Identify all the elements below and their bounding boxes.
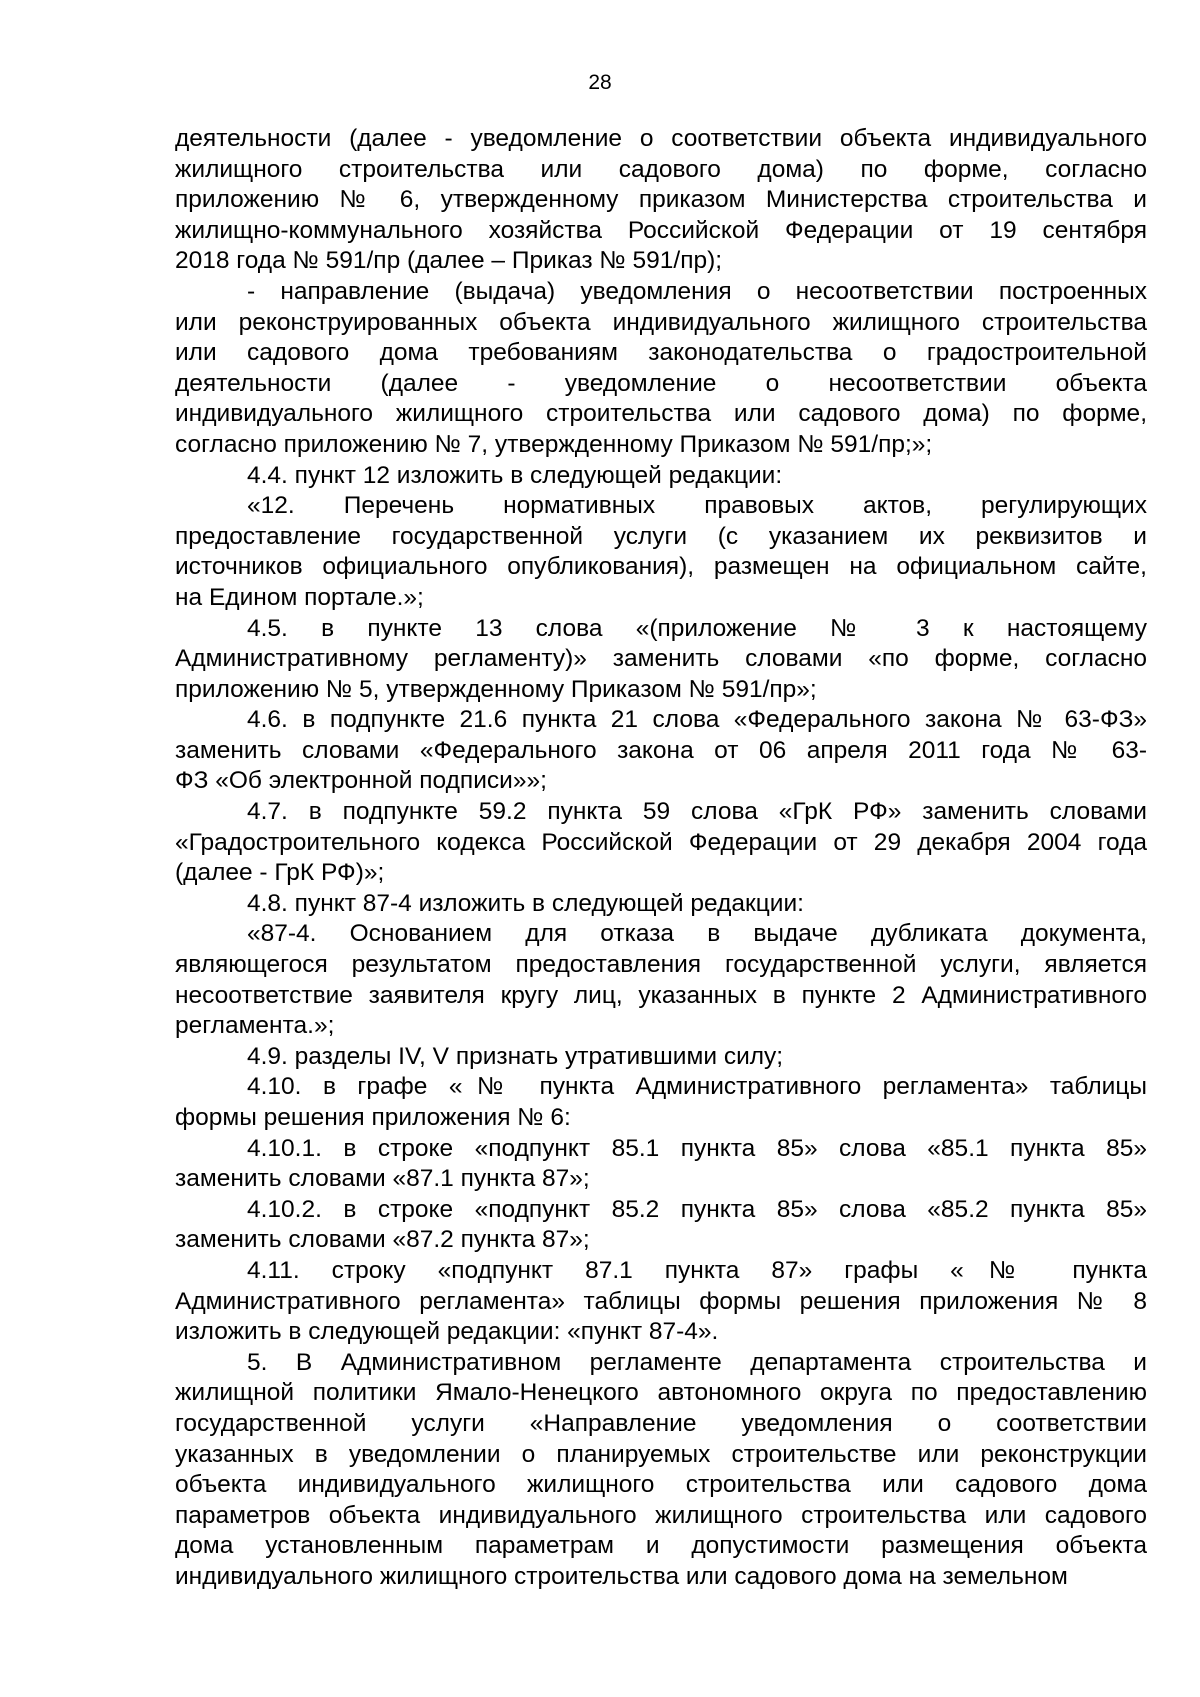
text-line: являющегося результатом предоставления государственной услуги, является	[175, 951, 1147, 979]
text-line: объекта индивидуального жилищного строительства или садового дома	[175, 1471, 1147, 1499]
text-line: заменить словами «87.2 пункта 87»;	[175, 1226, 590, 1254]
text-line: согласно приложению № 7, утвержденному Приказом № 591/пр;»;	[175, 430, 933, 458]
text-line: деятельности (далее - уведомление о соответствии объекта индивидуального	[175, 125, 1147, 152]
text-line: 4.11. строку «подпункт 87.1 пункта 87» графы «№ пункта	[247, 1256, 1147, 1284]
text-line: 2018 года № 591/пр (далее – Приказ № 591/пр);	[175, 247, 723, 275]
text-line: 4.9. разделы IV, V признать утратившими силу;	[247, 1042, 784, 1070]
text-line: (далее - ГрК РФ)»;	[175, 859, 385, 887]
text-line: заменить словами «87.1 пункта 87»;	[175, 1165, 590, 1193]
text-line: 4.10.2. в строке «подпункт 85.2 пункта 85» слова «85.2 пункта 85»	[247, 1195, 1147, 1223]
text-line: на Едином портале.»;	[175, 583, 424, 611]
text-line: 4.10.1. в строке «подпункт 85.1 пункта 85» слова «85.1 пункта 85»	[247, 1134, 1147, 1162]
text-line: предоставление государственной услуги (с указанием их реквизитов и	[175, 522, 1147, 550]
text-line: жилищно-коммунального хозяйства Российской Федерации от 19 сентября	[175, 216, 1147, 244]
text-line: приложению № 6, утвержденному приказом Министерства строительства и	[175, 186, 1147, 214]
text-line: «87-4. Основанием для отказа в выдаче дубликата документа,	[247, 920, 1147, 948]
text-line: «12. Перечень нормативных правовых актов, регулирующих	[247, 492, 1147, 520]
text-line: 4.7. в подпункте 59.2 пункта 59 слова «ГрК РФ» заменить словами	[247, 798, 1147, 826]
text-line: государственной услуги «Направление уведомления о соответствии	[175, 1409, 1147, 1437]
page-number: 28	[588, 71, 612, 94]
text-line: 4.5. в пункте 13 слова «(приложение № 3 к настоящему	[247, 614, 1147, 642]
text-line: или реконструированных объекта индивидуального жилищного строительства	[175, 308, 1147, 336]
text-line: жилищного строительства или садового дома) по форме, согласно	[175, 155, 1147, 183]
text-line: деятельности (далее - уведомление о несоответствии объекта	[175, 369, 1147, 397]
text-line: Административного регламента» таблицы формы решения приложения № 8	[175, 1287, 1147, 1315]
text-line: индивидуального жилищного строительства или садового дома) по форме,	[175, 400, 1147, 428]
text-line: приложению № 5, утвержденному Приказом № 591/пр»;	[175, 675, 817, 703]
text-line: указанных в уведомлении о планируемых строительстве или реконструкции	[175, 1440, 1147, 1468]
text-line: 4.6. в подпункте 21.6 пункта 21 слова «Федерального закона № 63-ФЗ»	[247, 706, 1147, 734]
text-line: ФЗ «Об электронной подписи»»;	[175, 767, 547, 795]
text-line: «Градостроительного кодекса Российской Федерации от 29 декабря 2004 года	[175, 828, 1147, 856]
text-line: дома установленным параметрам и допустимости размещения объекта	[175, 1532, 1147, 1560]
text-line: Административному регламенту)» заменить словами «по форме, согласно	[175, 645, 1147, 673]
text-line: несоответствие заявителя кругу лиц, указанных в пункте 2 Административного	[175, 981, 1147, 1009]
text-line: 4.10. в графе «№ пункта Административного регламента» таблицы	[247, 1073, 1147, 1101]
text-line: 4.4. пункт 12 изложить в следующей редакции:	[247, 461, 783, 489]
document-body-text	[175, 124, 1147, 1593]
text-line: формы решения приложения № 6:	[175, 1104, 571, 1131]
text-line: 4.8. пункт 87-4 изложить в следующей редакции:	[247, 889, 804, 917]
text-line: 5. В Административном регламенте департамента строительства и	[247, 1348, 1147, 1376]
text-line: регламента.»;	[175, 1012, 335, 1040]
text-line: источников официального опубликования), размещен на официальном сайте,	[175, 553, 1147, 581]
text-line: - направление (выдача) уведомления о несоответствии построенных	[247, 277, 1147, 305]
text-line: или садового дома требованиям законодательства о градостроительной	[175, 339, 1147, 367]
text-line: индивидуального жилищного строительства или садового дома на земельном	[175, 1562, 1068, 1590]
text-line: жилищной политики Ямало-Ненецкого автономного округа по предоставлению	[175, 1379, 1147, 1407]
text-line: параметров объекта индивидуального жилищного строительства или садового	[175, 1501, 1147, 1529]
text-line: изложить в следующей редакции: «пункт 87-4».	[175, 1318, 719, 1346]
text-line: заменить словами «Федерального закона от 06 апреля 2011 года № 63-	[175, 736, 1147, 764]
